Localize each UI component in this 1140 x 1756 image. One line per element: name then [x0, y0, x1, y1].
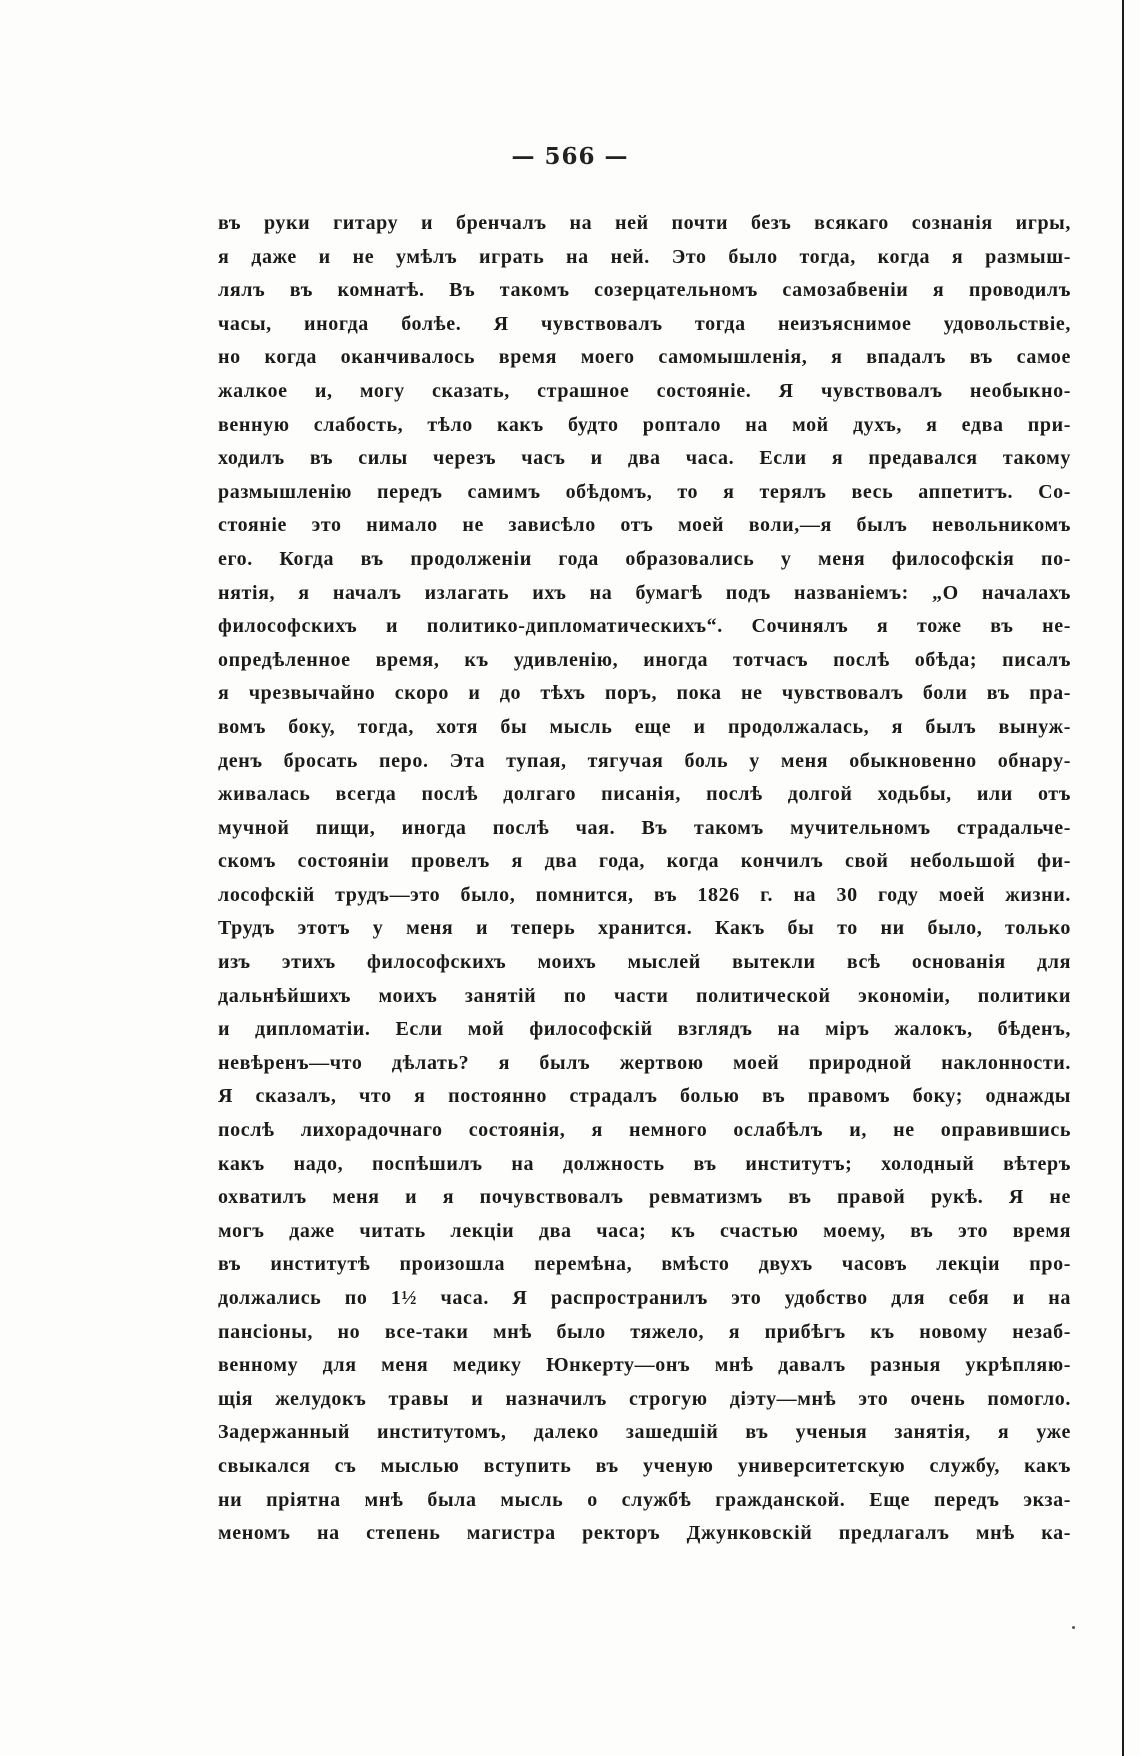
text-line: венному для меня медику Юнкерту—онъ мнѣ давалъ разныя укрѣпляю- [218, 1354, 1071, 1377]
text-line: часы, иногда болѣе. Я чувствовалъ тогда неизъяснимое удовольствіе, [218, 312, 1071, 335]
text-line: въ руки гитару и бренчалъ на ней почти безъ всякаго сознанія игры, [218, 212, 1071, 234]
text-line: скомъ состояніи провелъ я два года, когда кончилъ свой небольшой фи- [218, 850, 1071, 873]
text-line: должались по 1½ часа. Я распространилъ это удобство для себя и на [218, 1287, 1071, 1309]
text-line: я чрезвычайно скоро и до тѣхъ поръ, пока не чувствовалъ боли въ пра- [218, 682, 1071, 705]
text-line: ни пріятна мнѣ была мысль о службѣ гражданской. Еще передъ экза- [218, 1488, 1071, 1511]
text-line: философскихъ и политико-дипломатическихъ“. Сочинялъ я тоже въ не- [218, 615, 1071, 638]
text-line: свыкался съ мыслью вступить въ ученую университетскую службу, какъ [218, 1454, 1071, 1477]
text-line: изъ этихъ философскихъ моихъ мыслей вытекли всѣ основанія для [218, 951, 1071, 974]
text-line: его. Когда въ продолженіи года образовались у меня философскія по- [218, 547, 1071, 570]
text-line: денъ бросать перо. Эта тупая, тягучая боль у меня обыкновенно обнару- [218, 749, 1071, 772]
text-line: какъ надо, поспѣшилъ на должность въ институтъ; холодный вѣтеръ [218, 1152, 1071, 1175]
text-line: пансіоны, но все-таки мнѣ было тяжело, я прибѣгъ къ новому незаб- [218, 1320, 1071, 1343]
page-edge-line [1122, 0, 1124, 1756]
body-text [218, 207, 1071, 1551]
text-line: стояніе это нимало не зависѣло отъ моей воли,—я былъ невольникомъ [218, 514, 1071, 537]
text-line: я даже и не умѣлъ играть на ней. Это было тогда, когда я размыш- [218, 245, 1071, 268]
text-line: послѣ лихорадочнаго состоянія, я немного ослабѣлъ и, не оправившись [218, 1119, 1071, 1142]
text-line: вомъ боку, тогда, хотя бы мысль еще и продолжалась, я былъ вынуж- [218, 715, 1071, 738]
text-line: опредѣленное время, къ удивленію, иногда тотчасъ послѣ обѣда; писалъ [218, 648, 1071, 671]
text-line: живалась всегда послѣ долгаго писанія, послѣ долгой ходьбы, или отъ [218, 783, 1071, 806]
text-line: Задержанный институтомъ, далеко зашедшій въ ученыя занятія, я уже [218, 1421, 1071, 1444]
text-line: лялъ въ комнатѣ. Въ такомъ созерцательномъ самозабвеніи я проводилъ [218, 279, 1071, 302]
text-line: лософскій трудъ—это было, помнится, въ 1826 г. на 30 году моей жизни. [218, 883, 1071, 906]
text-line: мучной пищи, иногда послѣ чая. Въ такомъ мучительномъ страдальче- [218, 816, 1071, 839]
text-line: нятія, я началъ излагать ихъ на бумагѣ подъ названіемъ: „О началахъ [218, 581, 1071, 604]
text-line: но когда оканчивалось время моего самомышленія, я впадалъ въ самое [218, 346, 1071, 369]
text-line: жалкое и, могу сказать, страшное состояніе. Я чувствовалъ необыкно- [218, 379, 1071, 402]
text-line: Я сказалъ, что я постоянно страдалъ болью въ правомъ боку; однажды [218, 1085, 1071, 1108]
text-line: щія желудокъ травы и назначилъ строгую діэту—мнѣ это очень помогло. [218, 1387, 1071, 1410]
text-line: Трудъ этотъ у меня и теперь хранится. Какъ бы то ни было, только [218, 917, 1071, 940]
text-line: могъ даже читать лекціи два часа; къ счастью моему, въ это время [218, 1219, 1071, 1242]
text-line: невѣренъ—что дѣлать? я былъ жертвою моей природной наклонности. [218, 1051, 1071, 1074]
text-line: охватилъ меня и я почувствовалъ ревматизмъ въ правой рукѣ. Я не [218, 1186, 1071, 1209]
text-line: дальнѣйшихъ моихъ занятій по части политической экономіи, политики [218, 984, 1071, 1007]
text-line: ходилъ въ силы черезъ часъ и два часа. Если я предавался такому [218, 447, 1071, 470]
text-line: меномъ на степень магистра ректоръ Джунковскій предлагалъ мнѣ ка- [218, 1522, 1071, 1545]
text-line: размышленію передъ самимъ обѣдомъ, то я терялъ весь аппетитъ. Со- [218, 480, 1071, 503]
text-line: и дипломатіи. Если мой философскій взглядъ на міръ жалокъ, бѣденъ, [218, 1018, 1071, 1041]
text-line: въ институтѣ произошла перемѣна, вмѣсто двухъ часовъ лекціи про- [218, 1253, 1071, 1276]
page-speck [1072, 1626, 1075, 1629]
text-line: венную слабость, тѣло какъ будто роптало на мой духъ, я едва при- [218, 413, 1071, 436]
page-number: — 566 — [511, 143, 629, 170]
